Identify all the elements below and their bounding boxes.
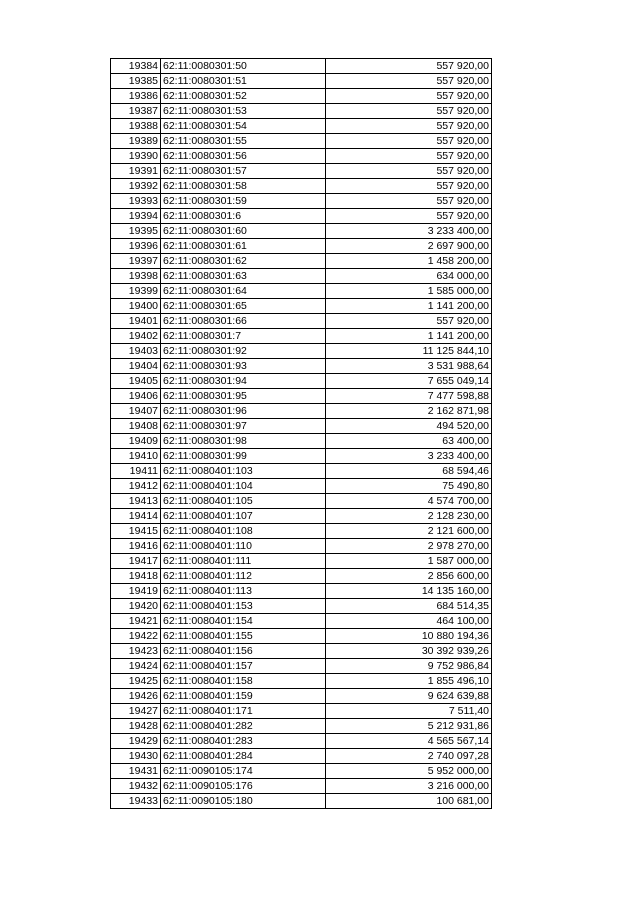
value-cell: 68 594,46	[326, 464, 492, 479]
table-row	[111, 599, 492, 614]
cadastral-number-cell: 62:11:0080401:158	[161, 674, 326, 689]
value-cell: 1 855 496,10	[326, 674, 492, 689]
table-row	[111, 569, 492, 584]
cadastral-number-cell: 62:11:0080401:154	[161, 614, 326, 629]
value-cell: 5 952 000,00	[326, 764, 492, 779]
table-row	[111, 254, 492, 269]
row-number-cell: 19409	[111, 434, 161, 449]
row-number-cell: 19420	[111, 599, 161, 614]
cadastral-number-cell: 62:11:0080301:7	[161, 329, 326, 344]
row-number-cell: 19414	[111, 509, 161, 524]
table-row	[111, 179, 492, 194]
cadastral-number-cell: 62:11:0080401:110	[161, 539, 326, 554]
cadastral-number-cell: 62:11:0080301:62	[161, 254, 326, 269]
value-cell: 557 920,00	[326, 164, 492, 179]
table-row	[111, 434, 492, 449]
table-row	[111, 539, 492, 554]
row-number-cell: 19386	[111, 89, 161, 104]
cadastral-number-cell: 62:11:0080401:284	[161, 749, 326, 764]
row-number-cell: 19392	[111, 179, 161, 194]
value-cell: 684 514,35	[326, 599, 492, 614]
table-body	[111, 59, 492, 809]
cadastral-number-cell: 62:11:0080401:159	[161, 689, 326, 704]
row-number-cell: 19405	[111, 374, 161, 389]
value-cell: 2 697 900,00	[326, 239, 492, 254]
row-number-cell: 19407	[111, 404, 161, 419]
cadastral-number-cell: 62:11:0080401:104	[161, 479, 326, 494]
row-number-cell: 19398	[111, 269, 161, 284]
cadastral-number-cell: 62:11:0080301:65	[161, 299, 326, 314]
cadastral-number-cell: 62:11:0080401:113	[161, 584, 326, 599]
row-number-cell: 19424	[111, 659, 161, 674]
value-cell: 557 920,00	[326, 74, 492, 89]
table-row	[111, 329, 492, 344]
value-cell: 464 100,00	[326, 614, 492, 629]
table-row	[111, 314, 492, 329]
value-cell: 3 216 000,00	[326, 779, 492, 794]
row-number-cell: 19430	[111, 749, 161, 764]
value-cell: 3 233 400,00	[326, 449, 492, 464]
table-row	[111, 104, 492, 119]
value-cell: 4 565 567,14	[326, 734, 492, 749]
value-cell: 557 920,00	[326, 194, 492, 209]
value-cell: 7 511,40	[326, 704, 492, 719]
cadastral-number-cell: 62:11:0080301:63	[161, 269, 326, 284]
table-row	[111, 164, 492, 179]
cadastral-number-cell: 62:11:0080401:282	[161, 719, 326, 734]
value-cell: 494 520,00	[326, 419, 492, 434]
table-row	[111, 629, 492, 644]
table-row	[111, 149, 492, 164]
cadastral-value-table	[110, 58, 492, 809]
cadastral-number-cell: 62:11:0080301:95	[161, 389, 326, 404]
row-number-cell: 19428	[111, 719, 161, 734]
row-number-cell: 19394	[111, 209, 161, 224]
row-number-cell: 19427	[111, 704, 161, 719]
table-row	[111, 59, 492, 74]
value-cell: 30 392 939,26	[326, 644, 492, 659]
value-cell: 14 135 160,00	[326, 584, 492, 599]
value-cell: 4 574 700,00	[326, 494, 492, 509]
cadastral-number-cell: 62:11:0080301:54	[161, 119, 326, 134]
value-cell: 1 141 200,00	[326, 299, 492, 314]
row-number-cell: 19390	[111, 149, 161, 164]
table-row	[111, 89, 492, 104]
cadastral-number-cell: 62:11:0080301:93	[161, 359, 326, 374]
table-row	[111, 734, 492, 749]
table-row	[111, 209, 492, 224]
cadastral-number-cell: 62:11:0080301:60	[161, 224, 326, 239]
row-number-cell: 19418	[111, 569, 161, 584]
value-cell: 557 920,00	[326, 134, 492, 149]
row-number-cell: 19395	[111, 224, 161, 239]
row-number-cell: 19431	[111, 764, 161, 779]
value-cell: 1 141 200,00	[326, 329, 492, 344]
row-number-cell: 19397	[111, 254, 161, 269]
value-cell: 7 477 598,88	[326, 389, 492, 404]
value-cell: 3 531 988,64	[326, 359, 492, 374]
table-row	[111, 779, 492, 794]
value-cell: 11 125 844,10	[326, 344, 492, 359]
row-number-cell: 19412	[111, 479, 161, 494]
row-number-cell: 19399	[111, 284, 161, 299]
cadastral-number-cell: 62:11:0080401:107	[161, 509, 326, 524]
row-number-cell: 19389	[111, 134, 161, 149]
table-row	[111, 554, 492, 569]
cadastral-number-cell: 62:11:0080401:157	[161, 659, 326, 674]
cadastral-number-cell: 62:11:0080401:112	[161, 569, 326, 584]
value-cell: 2 856 600,00	[326, 569, 492, 584]
row-number-cell: 19410	[111, 449, 161, 464]
row-number-cell: 19416	[111, 539, 161, 554]
value-cell: 5 212 931,86	[326, 719, 492, 734]
table-row	[111, 509, 492, 524]
cadastral-number-cell: 62:11:0080301:58	[161, 179, 326, 194]
table-row	[111, 464, 492, 479]
value-cell: 1 585 000,00	[326, 284, 492, 299]
row-number-cell: 19387	[111, 104, 161, 119]
value-cell: 1 458 200,00	[326, 254, 492, 269]
value-cell: 10 880 194,36	[326, 629, 492, 644]
cadastral-number-cell: 62:11:0080301:98	[161, 434, 326, 449]
row-number-cell: 19402	[111, 329, 161, 344]
table-row	[111, 284, 492, 299]
row-number-cell: 19417	[111, 554, 161, 569]
table-row	[111, 344, 492, 359]
cadastral-number-cell: 62:11:0080401:156	[161, 644, 326, 659]
cadastral-number-cell: 62:11:0080301:99	[161, 449, 326, 464]
table-row	[111, 764, 492, 779]
row-number-cell: 19419	[111, 584, 161, 599]
table-row	[111, 134, 492, 149]
row-number-cell: 19415	[111, 524, 161, 539]
row-number-cell: 19422	[111, 629, 161, 644]
table-row	[111, 224, 492, 239]
cadastral-number-cell: 62:11:0080301:53	[161, 104, 326, 119]
value-cell: 557 920,00	[326, 119, 492, 134]
value-cell: 557 920,00	[326, 89, 492, 104]
row-number-cell: 19432	[111, 779, 161, 794]
value-cell: 1 587 000,00	[326, 554, 492, 569]
cadastral-number-cell: 62:11:0080301:59	[161, 194, 326, 209]
cadastral-number-cell: 62:11:0080301:52	[161, 89, 326, 104]
table-row	[111, 119, 492, 134]
table-row	[111, 269, 492, 284]
row-number-cell: 19403	[111, 344, 161, 359]
table-row	[111, 689, 492, 704]
row-number-cell: 19433	[111, 794, 161, 809]
row-number-cell: 19400	[111, 299, 161, 314]
cadastral-number-cell: 62:11:0080301:55	[161, 134, 326, 149]
table-row	[111, 359, 492, 374]
row-number-cell: 19406	[111, 389, 161, 404]
table-row	[111, 614, 492, 629]
table-row	[111, 374, 492, 389]
cadastral-number-cell: 62:11:0080301:57	[161, 164, 326, 179]
cadastral-number-cell: 62:11:0080401:155	[161, 629, 326, 644]
value-cell: 557 920,00	[326, 59, 492, 74]
table-row	[111, 659, 492, 674]
cadastral-number-cell: 62:11:0080301:51	[161, 74, 326, 89]
cadastral-number-cell: 62:11:0080301:64	[161, 284, 326, 299]
value-cell: 7 655 049,14	[326, 374, 492, 389]
value-cell: 2 162 871,98	[326, 404, 492, 419]
value-cell: 9 752 986,84	[326, 659, 492, 674]
table-row	[111, 419, 492, 434]
cadastral-number-cell: 62:11:0080301:50	[161, 59, 326, 74]
value-cell: 557 920,00	[326, 149, 492, 164]
table-row	[111, 719, 492, 734]
value-cell: 100 681,00	[326, 794, 492, 809]
cadastral-number-cell: 62:11:0090105:174	[161, 764, 326, 779]
cadastral-number-cell: 62:11:0090105:176	[161, 779, 326, 794]
cadastral-number-cell: 62:11:0080301:94	[161, 374, 326, 389]
table-row	[111, 749, 492, 764]
table-row	[111, 479, 492, 494]
table-row	[111, 299, 492, 314]
table-row	[111, 389, 492, 404]
table-row	[111, 239, 492, 254]
value-cell: 2 121 600,00	[326, 524, 492, 539]
row-number-cell: 19393	[111, 194, 161, 209]
cadastral-number-cell: 62:11:0080401:108	[161, 524, 326, 539]
value-cell: 2 740 097,28	[326, 749, 492, 764]
value-cell: 75 490,80	[326, 479, 492, 494]
cadastral-number-cell: 62:11:0080301:56	[161, 149, 326, 164]
table-row	[111, 704, 492, 719]
cadastral-number-cell: 62:11:0080301:66	[161, 314, 326, 329]
value-cell: 2 128 230,00	[326, 509, 492, 524]
row-number-cell: 19388	[111, 119, 161, 134]
table-row	[111, 494, 492, 509]
cadastral-number-cell: 62:11:0080401:153	[161, 599, 326, 614]
table-row	[111, 524, 492, 539]
row-number-cell: 19396	[111, 239, 161, 254]
cadastral-number-cell: 62:11:0090105:180	[161, 794, 326, 809]
row-number-cell: 19411	[111, 464, 161, 479]
value-cell: 557 920,00	[326, 314, 492, 329]
row-number-cell: 19413	[111, 494, 161, 509]
table-row	[111, 74, 492, 89]
cadastral-number-cell: 62:11:0080401:283	[161, 734, 326, 749]
table-row	[111, 584, 492, 599]
value-cell: 3 233 400,00	[326, 224, 492, 239]
table-row	[111, 449, 492, 464]
row-number-cell: 19421	[111, 614, 161, 629]
value-cell: 557 920,00	[326, 179, 492, 194]
table-row	[111, 194, 492, 209]
row-number-cell: 19423	[111, 644, 161, 659]
value-cell: 557 920,00	[326, 209, 492, 224]
row-number-cell: 19401	[111, 314, 161, 329]
table-row	[111, 644, 492, 659]
value-cell: 9 624 639,88	[326, 689, 492, 704]
row-number-cell: 19404	[111, 359, 161, 374]
row-number-cell: 19385	[111, 74, 161, 89]
row-number-cell: 19426	[111, 689, 161, 704]
row-number-cell: 19408	[111, 419, 161, 434]
value-cell: 557 920,00	[326, 104, 492, 119]
cadastral-number-cell: 62:11:0080301:6	[161, 209, 326, 224]
table-row	[111, 404, 492, 419]
cadastral-number-cell: 62:11:0080401:171	[161, 704, 326, 719]
row-number-cell: 19429	[111, 734, 161, 749]
table-row	[111, 794, 492, 809]
cadastral-number-cell: 62:11:0080301:96	[161, 404, 326, 419]
value-cell: 63 400,00	[326, 434, 492, 449]
cadastral-number-cell: 62:11:0080401:111	[161, 554, 326, 569]
cadastral-number-cell: 62:11:0080401:103	[161, 464, 326, 479]
cadastral-number-cell: 62:11:0080401:105	[161, 494, 326, 509]
table-row	[111, 674, 492, 689]
row-number-cell: 19425	[111, 674, 161, 689]
cadastral-number-cell: 62:11:0080301:92	[161, 344, 326, 359]
value-cell: 2 978 270,00	[326, 539, 492, 554]
row-number-cell: 19391	[111, 164, 161, 179]
cadastral-number-cell: 62:11:0080301:97	[161, 419, 326, 434]
value-cell: 634 000,00	[326, 269, 492, 284]
row-number-cell: 19384	[111, 59, 161, 74]
cadastral-number-cell: 62:11:0080301:61	[161, 239, 326, 254]
